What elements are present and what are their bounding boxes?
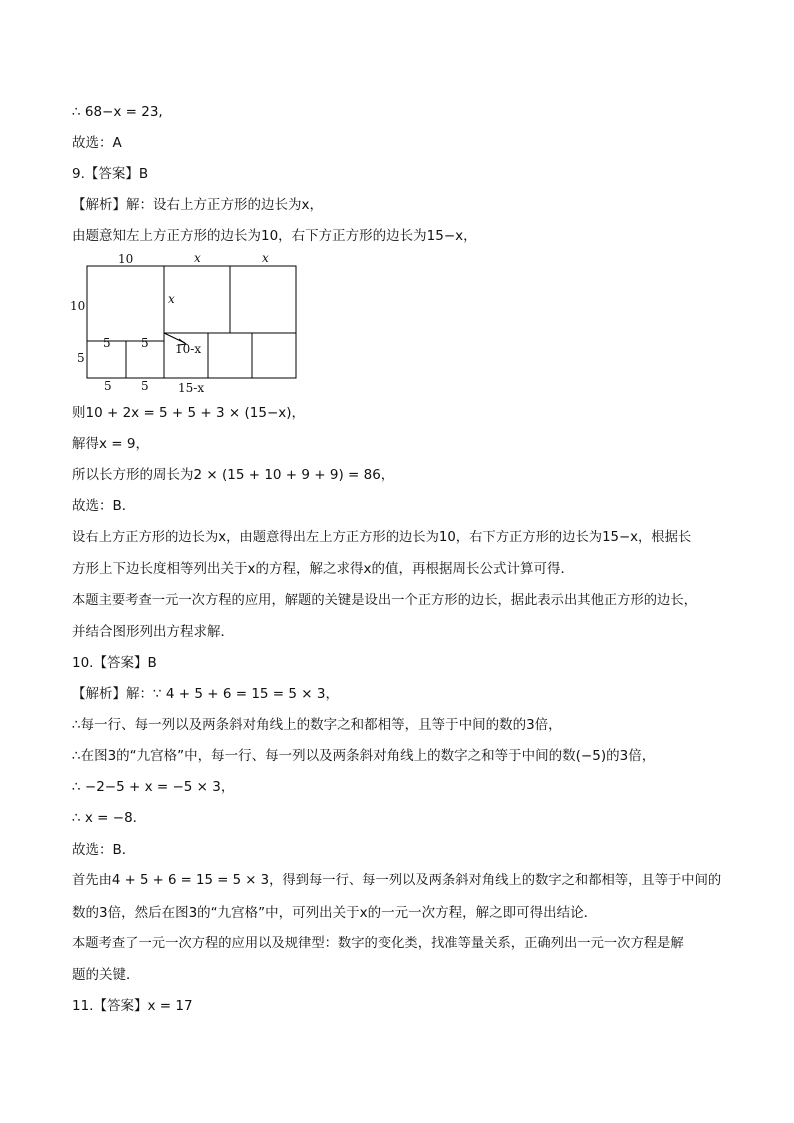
text-line: ∴ 68−x = 23, — [72, 104, 163, 120]
label-inner-5a: 5 — [103, 336, 111, 350]
label-inner-x: x — [168, 292, 175, 306]
question-9-analysis: 【解析】解：设右上方正方形的边长为x， — [72, 197, 323, 213]
text-line: 本题考查了一元一次方程的应用以及规律型：数字的变化类，找准等量关系，正确列出一元一次方程是解 — [72, 936, 684, 951]
label-left-5: 5 — [77, 351, 85, 365]
text-line: 本题主要考查一元一次方程的应用，解题的关键是设出一个正方形的边长，据此表示出其他正方形的边长， — [72, 593, 697, 608]
label-top-10: 10 — [118, 252, 134, 266]
label-15-minus-x: 15-x — [178, 381, 205, 392]
question-11-answer: 11.【答案】x = 17 — [72, 998, 193, 1014]
text-line: 由题意知左上方正方形的边长为10，右下方正方形的边长为15−x， — [72, 228, 477, 244]
question-9-answer: 9.【答案】B — [72, 166, 149, 182]
text-line: 数的3倍，然后在图3的“九宫格”中，可列出关于x的一元一次方程，解之即可得出结论． — [72, 905, 598, 921]
text-line: 则10 + 2x = 5 + 5 + 3 × (15−x)， — [72, 405, 306, 421]
label-10-minus-x: 10-x — [175, 342, 202, 356]
text-line: ∴ −2−5 + x = −5 × 3， — [72, 779, 235, 795]
text-line: 所以长方形的周长为2 × (15 + 10 + 9 + 9) = 86， — [72, 467, 395, 483]
text-line: 故选：B． — [72, 842, 136, 858]
label-top-x1: x — [194, 252, 201, 265]
question-10-analysis: 【解析】解：∵ 4 + 5 + 6 = 15 = 5 × 3， — [72, 686, 339, 702]
question-10-answer: 10.【答案】B — [72, 655, 157, 671]
text-line: 故选：A — [72, 135, 122, 151]
label-bottom-5b: 5 — [141, 379, 149, 392]
text-line: 题的关键． — [72, 967, 140, 983]
text-line: 方形上下边长度相等列出关于x的方程，解之求得x的值，再根据周长公式计算可得． — [72, 561, 574, 577]
outer-rectangle — [87, 266, 296, 378]
text-line: 并结合图形列出方程求解． — [72, 624, 234, 640]
label-inner-5b: 5 — [141, 336, 149, 350]
text-line: 首先由4 + 5 + 6 = 15 = 5 × 3，得到每一行、每一列以及两条斜对角线上的数字之和都相等，且等于中间的 — [72, 873, 722, 888]
text-line: ∴每一行、每一列以及两条斜对角线上的数字之和都相等，且等于中间的数的3倍， — [72, 717, 562, 733]
label-left-10: 10 — [70, 299, 86, 313]
text-line: ∴ x = −8． — [72, 810, 147, 826]
label-bottom-5a: 5 — [104, 379, 112, 392]
squares-figure — [68, 252, 308, 392]
label-top-x2: x — [262, 252, 269, 265]
text-line: 解得x = 9， — [72, 436, 149, 452]
text-line: ∴在图3的“九宫格”中，每一行、每一列以及两条斜对角线上的数字之和等于中间的数(−5)的3倍， — [72, 748, 656, 764]
text-line: 故选：B． — [72, 498, 136, 514]
text-line: 设右上方正方形的边长为x，由题意得出左上方正方形的边长为10，右下方正方形的边长为15−x，根据长 — [72, 530, 692, 545]
